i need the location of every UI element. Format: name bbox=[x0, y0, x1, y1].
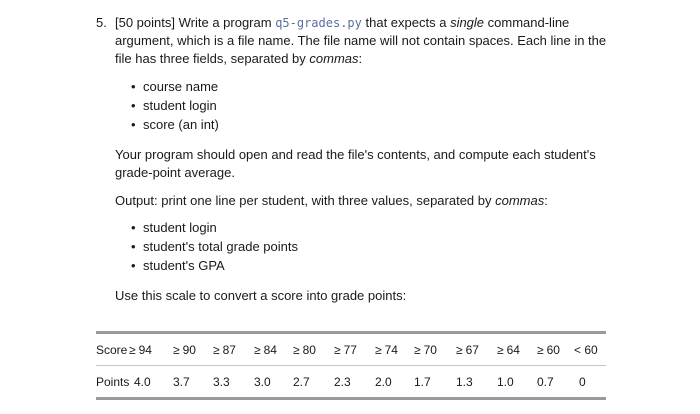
intro-emphasis-commas: commas bbox=[309, 51, 359, 66]
score-row-label: Score bbox=[96, 343, 128, 357]
output-list bbox=[115, 218, 626, 275]
points-row-label: Points bbox=[96, 375, 130, 389]
fields-list-wrapper bbox=[115, 77, 626, 134]
task-paragraph: Your program should open and read the file's contents, and compute each student's grade-point average. bbox=[115, 147, 596, 180]
points-cell: 1.7 bbox=[414, 375, 431, 389]
score-row bbox=[96, 334, 606, 366]
problem-intro bbox=[115, 14, 626, 68]
output-paragraph: Output: print one line per student, with three values, separated by commas: bbox=[115, 193, 548, 208]
points-cell: 3.7 bbox=[173, 375, 190, 389]
intro-text-2: that expects a bbox=[361, 15, 451, 30]
fields-list bbox=[115, 77, 626, 134]
intro-emphasis-single: single bbox=[450, 15, 485, 30]
score-cell: ≥ 84 bbox=[254, 343, 277, 357]
score-cell: ≥ 80 bbox=[293, 343, 316, 357]
intro-text-3: command-line argument, which is a file name. The file name will not contain spaces. Each line in the file has three fields, separated by bbox=[115, 15, 607, 66]
intro-text-1: Write a program bbox=[175, 15, 276, 30]
score-cell: ≥ 94 bbox=[129, 343, 152, 357]
list-item: • course name bbox=[131, 79, 219, 94]
scale-intro: Use this scale to convert a score into grade points: bbox=[115, 288, 407, 303]
list-item: • score (an int) bbox=[131, 117, 219, 132]
points-cell: 2.0 bbox=[375, 375, 392, 389]
filename-code: q5-grades.py bbox=[275, 16, 362, 30]
score-cell: ≥ 77 bbox=[334, 343, 357, 357]
points-label: [50 points] bbox=[115, 15, 175, 30]
points-cell: 1.3 bbox=[456, 375, 473, 389]
points-cell: 2.3 bbox=[334, 375, 351, 389]
points-cell: 4.0 bbox=[134, 375, 151, 389]
problem-number: 5. bbox=[96, 15, 107, 30]
points-cell: 0.7 bbox=[537, 375, 554, 389]
score-cell: ≥ 67 bbox=[456, 343, 479, 357]
list-item: • student's GPA bbox=[131, 258, 225, 273]
points-row bbox=[96, 366, 606, 397]
score-cell: ≥ 70 bbox=[414, 343, 437, 357]
list-item: • student's total grade points bbox=[131, 239, 298, 254]
score-cell: ≥ 87 bbox=[213, 343, 236, 357]
score-cell: ≥ 90 bbox=[173, 343, 196, 357]
score-cell: ≥ 60 bbox=[537, 343, 560, 357]
problem-5 bbox=[96, 14, 626, 305]
list-item: • student login bbox=[131, 98, 217, 113]
points-cell: 3.0 bbox=[254, 375, 271, 389]
output-list-wrapper bbox=[115, 218, 626, 275]
points-cell: 2.7 bbox=[293, 375, 310, 389]
intro-text-4: : bbox=[358, 51, 363, 66]
points-cell: 3.3 bbox=[213, 375, 230, 389]
points-cell: 1.0 bbox=[497, 375, 514, 389]
score-cell-last: < 60 bbox=[574, 343, 598, 357]
score-cell: ≥ 64 bbox=[497, 343, 520, 357]
list-item: • student login bbox=[131, 220, 217, 235]
problem-header bbox=[96, 14, 626, 68]
grade-scale-table bbox=[96, 331, 606, 400]
score-cell: ≥ 74 bbox=[375, 343, 398, 357]
points-cell: 0 bbox=[579, 375, 586, 389]
